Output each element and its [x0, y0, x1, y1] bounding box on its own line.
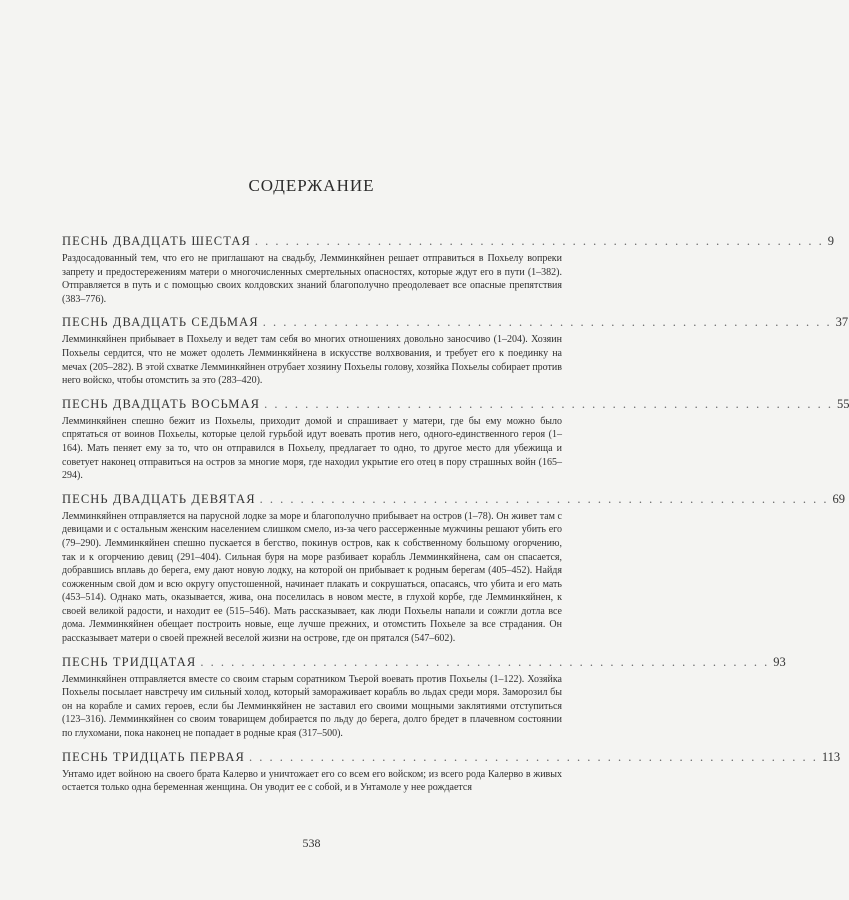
toc-entry-page: 113 — [821, 749, 841, 764]
dot-leader: . . . . . . . . . . . . . . . . . . . . . . . . . . . . . . . . . . . . . . . . . . . . . . . . . . . . . . . . — [249, 749, 818, 764]
page-title: СОДЕРЖАНИЕ — [248, 176, 375, 195]
toc-entry — [62, 315, 849, 387]
toc-entry-summary: Лемминкяйнен спешно бежит из Похьелы, приходит домой и спрашивает у матери, где бы ему можно было спрятаться от воинов Похьелы, которые целой гурьбой идут воевать против него, одного-единственного героя (1–164). Мать пеняет ему за то, что он отправился в Похьелу, предлагает то одно, то другое место для убежища и советует наконец отправиться на остров за многие моря, где находил укрытие его отец в пору страшных войн (165–294). — [62, 415, 562, 482]
toc-entry-page: 93 — [773, 654, 786, 669]
toc-entry-heading[interactable] — [62, 396, 849, 414]
dot-leader: . . . . . . . . . . . . . . . . . . . . . . . . . . . . . . . . . . . . . . . . . . . . . . . . . . . . . . . . — [259, 491, 829, 506]
toc-entry-page: 9 — [827, 234, 835, 248]
toc-entry — [62, 654, 786, 741]
dot-leader: . . . . . . . . . . . . . . . . . . . . . . . . . . . . . . . . . . . . . . . . . . . . . . . . . . . . . . . . — [200, 654, 770, 669]
toc-entry-summary: Раздосадованный тем, что его не приглашают на свадьбу, Лемминкяйнен решает отправиться в Похьелу вопреки запрету и предостережениям матери о многочисленных смертельных опасностях, которые ждут его в пути (1–382). Отправляется в путь и с помощью своих колдовских знаний благополучно преодолевает все опасные препятствия (383–776). — [62, 253, 562, 305]
toc-entry — [62, 491, 846, 646]
toc-entry-title: ПЕСНЬ ДВАДЦАТЬ СЕДЬМАЯ — [62, 315, 259, 330]
toc-entry-title: ПЕСНЬ ДВАДЦАТЬ ДЕВЯТАЯ — [62, 491, 256, 506]
toc-entry-summary: Унтамо идет войною на своего брата Калерво и уничтожает его со всем его войском; из всего рода Калерво в живых остается только одна беременная женщина. Он уводит ее с собой, и в Унтамоле у нее рождается — [62, 768, 562, 794]
toc-entry-heading[interactable] — [62, 234, 835, 251]
dot-leader: . . . . . . . . . . . . . . . . . . . . . . . . . . . . . . . . . . . . . . . . . . . . . . . . . . . . . . . . — [264, 396, 833, 411]
toc-entry-summary: Лемминкяйнен отправляется на парусной лодке за море и благополучно прибывает на остров (1–78). Он живет там с девицами и с остальным женским населением слишком смело, из-за чего рассерженные мужчины решают убить его (79–290). Лемминкяйнен спешно пускается в бегство, покинув остров, как к собственному большому огорчению, так и к огорчению девиц (291–404). Сильная буря на море разбивает корабль Лемминкяйнена, сам он спасается, добравшись вплавь до берега, ему дают новую лодку, на которой он прибывает к родным берегам (405–452). Найдя сожженным свой дом и всю округу опустошенной, начинает плакать и сокрушаться, опасаясь, что убита и его мать (453–514). Однако мать, оказывается, жива, она поселилась в новом месте, в глухой корбе, где Лемминкяйнен, к своей великой радости, и находит ее (515–546). Мать рассказывает, как люди Похьелы напали и сожгли дотла все дома. Лемминкяйнен обещает построить новые, еще лучше прежних, и отомстить Похьеле за все страдания. Он рассказывает матери о своей прежней веселой жизни на острове, где он прятался (547–602). — [62, 510, 562, 645]
toc-entry-title: ПЕСНЬ ТРИДЦАТАЯ — [62, 654, 197, 669]
dot-leader: . . . . . . . . . . . . . . . . . . . . . . . . . . . . . . . . . . . . . . . . . . . . . . . . . . . . . . . . — [262, 315, 832, 330]
toc-entry-heading[interactable] — [62, 654, 786, 672]
toc-entry-title: ПЕСНЬ ДВАДЦАТЬ ВОСЬМАЯ — [62, 396, 261, 411]
toc-entry-title: ПЕСНЬ ТРИДЦАТЬ ПЕРВАЯ — [62, 749, 245, 764]
toc-entry-heading[interactable] — [62, 749, 841, 767]
toc-entry-summary: Лемминкяйнен прибывает в Похьелу и ведет там себя во многих отношениях довольно заносчиво (1–204). Хозяин Похьелы сердится, что не может одолеть Лемминкяйнена в искусстве волхвования, и требует его к поединку на мечах (205–282). В этой схватке Лемминкяйнен отрубает хозяину Похьелы голову, хозяйка Похьелы собирает против него войско, чтобы отомстить за это (283–420). — [62, 334, 562, 387]
toc-entry — [62, 749, 841, 795]
toc-entry-page: 37 — [835, 315, 849, 330]
toc-entry-page: 55 — [836, 396, 849, 411]
toc-entry-title: ПЕСНЬ ДВАДЦАТЬ ШЕСТАЯ — [62, 234, 251, 248]
toc-entry-summary: Лемминкяйнен отправляется вместе со своим старым соратником Тьерой воевать против Похьелы (1–122). Хозяйка Похьелы посылает навстречу им сильный холод, который замораживает корабль во льдах среди моря. Заморозил бы он на корабле и самих героев, если бы Лемминкяйнен не заставил его своими мощными заклятиями отступиться (123–316). Лемминкяйнен со своим товарищем добирается по льду до берега, долго бредет в плачевном состоянии по глухомани, пока наконец не попадает в родные края (317–500). — [62, 673, 562, 740]
toc-entry — [62, 234, 835, 306]
toc-entry-heading[interactable] — [62, 491, 846, 509]
toc-entry — [62, 396, 849, 483]
toc-entry-heading[interactable] — [62, 315, 849, 332]
page-number: 538 — [302, 836, 321, 850]
table-of-contents — [62, 234, 849, 804]
dot-leader: . . . . . . . . . . . . . . . . . . . . . . . . . . . . . . . . . . . . . . . . . . . . . . . . . . . . . . . . — [254, 234, 824, 248]
toc-entry-page: 69 — [832, 491, 846, 506]
